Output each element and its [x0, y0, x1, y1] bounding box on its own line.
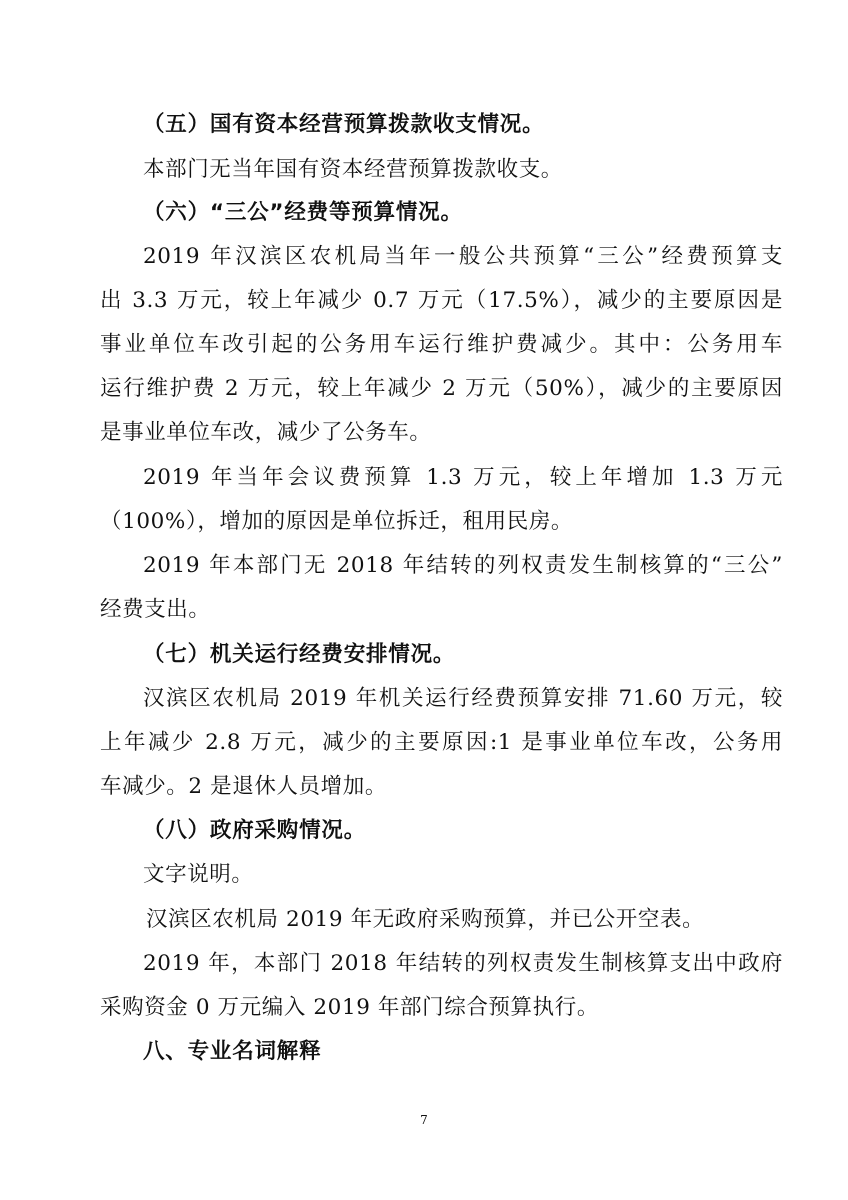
section-heading-6: （六）“三公”经费等预算情况。	[143, 200, 463, 225]
paragraph-line: 经费支出。	[100, 597, 211, 622]
section-heading-terms: 八、专业名词解释	[143, 1039, 322, 1064]
paragraph-line: 文字说明。	[143, 862, 254, 887]
paragraph-line: 本部门无当年国有资本经营预算拨款收支。	[143, 157, 563, 182]
section-heading-8: （八）政府采购情况。	[143, 818, 367, 843]
paragraph-line: 汉滨区农机局 2019 年机关运行经费预算安排 71.60 万元，较	[143, 686, 783, 711]
paragraph-line: 是事业单位车改，减少了公务车。	[100, 420, 432, 445]
paragraph-line: 2019 年当年会议费预算 1.3 万元，较上年增加 1.3 万元	[143, 465, 783, 490]
paragraph-line: 车减少。2 是退休人员增加。	[100, 774, 387, 799]
paragraph-line: 2019 年汉滨区农机局当年一般公共预算“三公”经费预算支	[143, 244, 783, 269]
paragraph-line: 出 3.3 万元，较上年减少 0.7 万元（17.5%），减少的主要原因是	[100, 288, 783, 313]
paragraph-line: （100%），增加的原因是单位拆迁，租用民房。	[100, 509, 574, 534]
paragraph-line: 2019 年，本部门 2018 年结转的列权责发生制核算支出中政府	[143, 951, 783, 976]
section-heading-5: （五）国有资本经营预算拨款收支情况。	[143, 112, 545, 137]
paragraph-line: 采购资金 0 万元编入 2019 年部门综合预算执行。	[100, 995, 599, 1020]
paragraph-line: 2019 年本部门无 2018 年结转的列权责发生制核算的“三公”	[143, 553, 783, 578]
section-heading-7: （七）机关运行经费安排情况。	[143, 642, 456, 667]
paragraph-line: 上年减少 2.8 万元，减少的主要原因:1 是事业单位车改，公务用	[100, 730, 783, 755]
paragraph-line: 汉滨区农机局 2019 年无政府采购预算，并已公开空表。	[146, 907, 705, 932]
paragraph-line: 事业单位车改引起的公务用车运行维护费减少。其中：公务用车	[100, 332, 783, 357]
page-number: 7	[420, 1113, 428, 1127]
paragraph-line: 运行维护费 2 万元，较上年减少 2 万元（50%），减少的主要原因	[100, 376, 783, 401]
